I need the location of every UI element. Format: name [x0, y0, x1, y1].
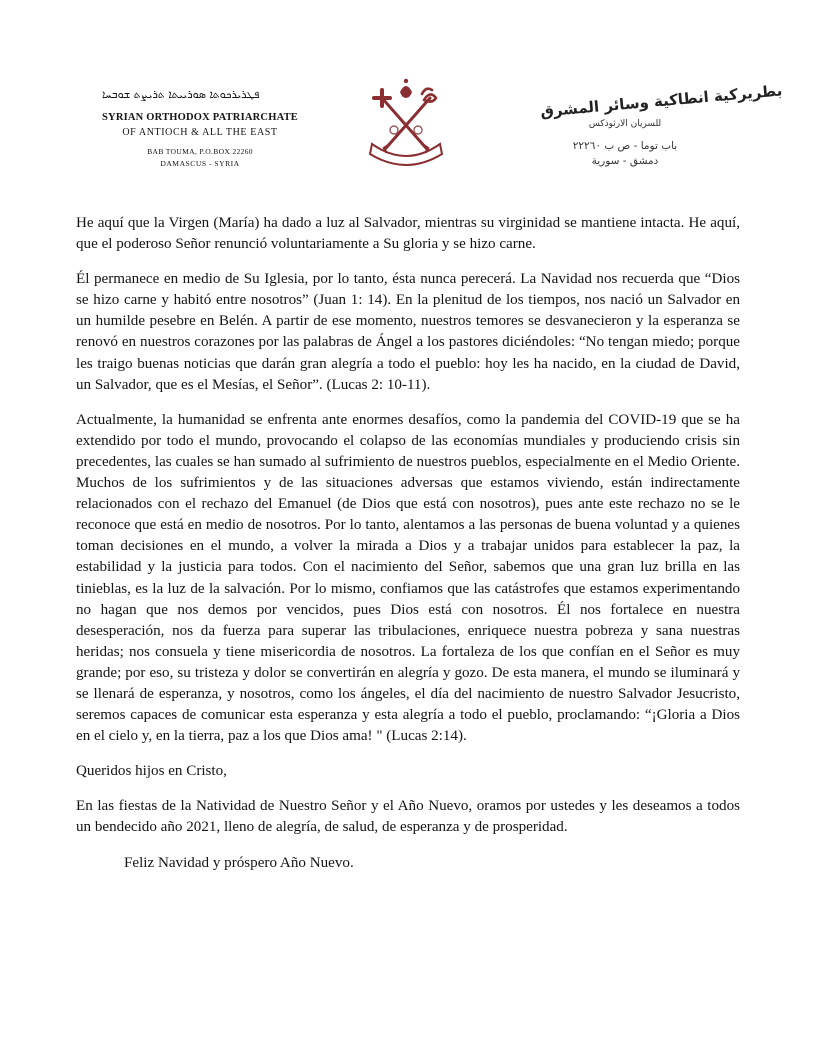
org-city: DAMASCUS - SYRIA [160, 159, 240, 168]
letterhead [0, 0, 816, 200]
syriac-title: ܦܛܪܝܪܟܘܬܐ ܣܘܪܝܝܬܐ ܬܪܝܨܬ ܫܘܒܚܐ [102, 88, 260, 101]
arabic-city: دمشق - سورية [591, 155, 659, 167]
org-subtitle: OF ANTIOCH & ALL THE EAST [122, 127, 278, 138]
key-right-shaft [386, 98, 430, 148]
salutation: Queridos hijos en Cristo, [76, 763, 227, 780]
key-bits [384, 144, 428, 152]
org-name: SYRIAN ORTHODOX PATRIARCHATE [102, 112, 298, 123]
arabic-address: باب توما - ص ب ٢٢٢٦٠ [572, 140, 678, 152]
paragraph: Él permanece en medio de Su Iglesia, por lo tanto, ésta nunca perecerá. La Navidad nos recuerda que “Dios se hizo carne y habitó entre nosotros” (Juan 1: 14). En la plenitud de los tiempos, nos nació un Salvador en un humilde pesebre en Belén. A partir de ese momento, nuestros temores se desvanecieron y la esperanza se renovó en nuestros corazones por las palabras de Ángel a los pastores diciéndoles: “No tengan miedo; porque les traigo buenas noticias que darán gran alegría a todo el pueblo: hoy les ha nacido, en la ciudad de David, un Salvador, que es el Mesías, el Señor”. (Lucas 2: 10-11). [76, 271, 740, 393]
arabic-name-line [539, 81, 783, 121]
paragraph: En las fiestas de la Natividad de Nuestro Señor y el Año Nuevo, oramos por ustedes y les deseamos a todos un bendecido año 2021, lleno de alegría, de salud, de esperanza y de prosperidad. [76, 798, 740, 836]
key-left-shaft [382, 98, 426, 148]
arabic-subtitle: للسريان الارثوذكس [588, 119, 662, 129]
ribbon [370, 144, 442, 165]
mitre [400, 86, 412, 98]
closing-line: Feliz Navidad y próspero Año Nuevo. [124, 854, 354, 871]
paragraph: Actualmente, la humanidad se enfrenta ante enormes desafíos, como la pandemia del COVID-19 que se ha extendido por todo el mundo, provocando el colapso de las economías mundiales y produciendo crisis sin precedentes, las cuales se han sumado al sufrimiento de nuestros pueblos, especialmente en el Medio Oriente. Muchos de los sufrimientos y de las situaciones adversas que estamos viviendo, están indirectamente relacionados con el rechazo del Emanuel (de Dios que está con nosotros), pues ante este rechazo no se le reconoce que está en medio de nosotros. Por lo tanto, alentamos a las personas de buena voluntad y a quienes toman decisiones en el mundo, a volver la mirada a Dios y a trabajar unidos para establecer la paz, la estabilidad y la justicia para todos. Con el nacimiento del Señor, sabemos que una gran luz brilla en las tinieblas, es la luz de la salvación. Por lo mismo, confiamos que las catástrofes que estamos experimentando no hagan que nos demos por vencidos, pues Dios está con nosotros. Él nos fortalece en nuestra desesperación, nos da fuerza para superar las tribulaciones, enriquece nuestra pobreza y sana nuestras heridas; nos consuela y tiene misericordia de nosotros. La fortaleza de los que confían en el Señor es muy grande; por eso, su tristeza y dolor se convertirán en alegría y gozo. De esta manera, el mundo se iluminará y se llenará de esperanza, y nosotros, como los ángeles, el día del nacimiento de nuestro Salvador Jesucristo, seremos capaces de comunicar esta esperanza y esta alegría a todo el pueblo, proclamando: “¡Gloria a Dios en el cielo y, en la tierra, paz a los que Dios ama! " (Lucas 2:14). [76, 411, 740, 745]
letterhead-english-block [100, 88, 300, 168]
arabic-calligraphy-logo [539, 81, 783, 131]
medallion-left [390, 126, 398, 134]
org-address: BAB TOUMA, P.O.BOX 22260 [147, 147, 253, 156]
mitre-orb [404, 79, 408, 83]
medallion-right [414, 126, 422, 134]
letter-body [76, 213, 740, 888]
patriarchate-emblem-icon [368, 78, 444, 170]
paragraph: He aquí que la Virgen (María) ha dado a luz al Salvador, mientras su virginidad se mantiene intacta. He aquí, que el poderoso Señor renunció voluntariamente a Su gloria y se hizo carne. [76, 215, 740, 253]
arabic-name: بطريركية انطاكية وسائر المشرق [539, 81, 783, 121]
letterhead-arabic-block [539, 81, 783, 168]
